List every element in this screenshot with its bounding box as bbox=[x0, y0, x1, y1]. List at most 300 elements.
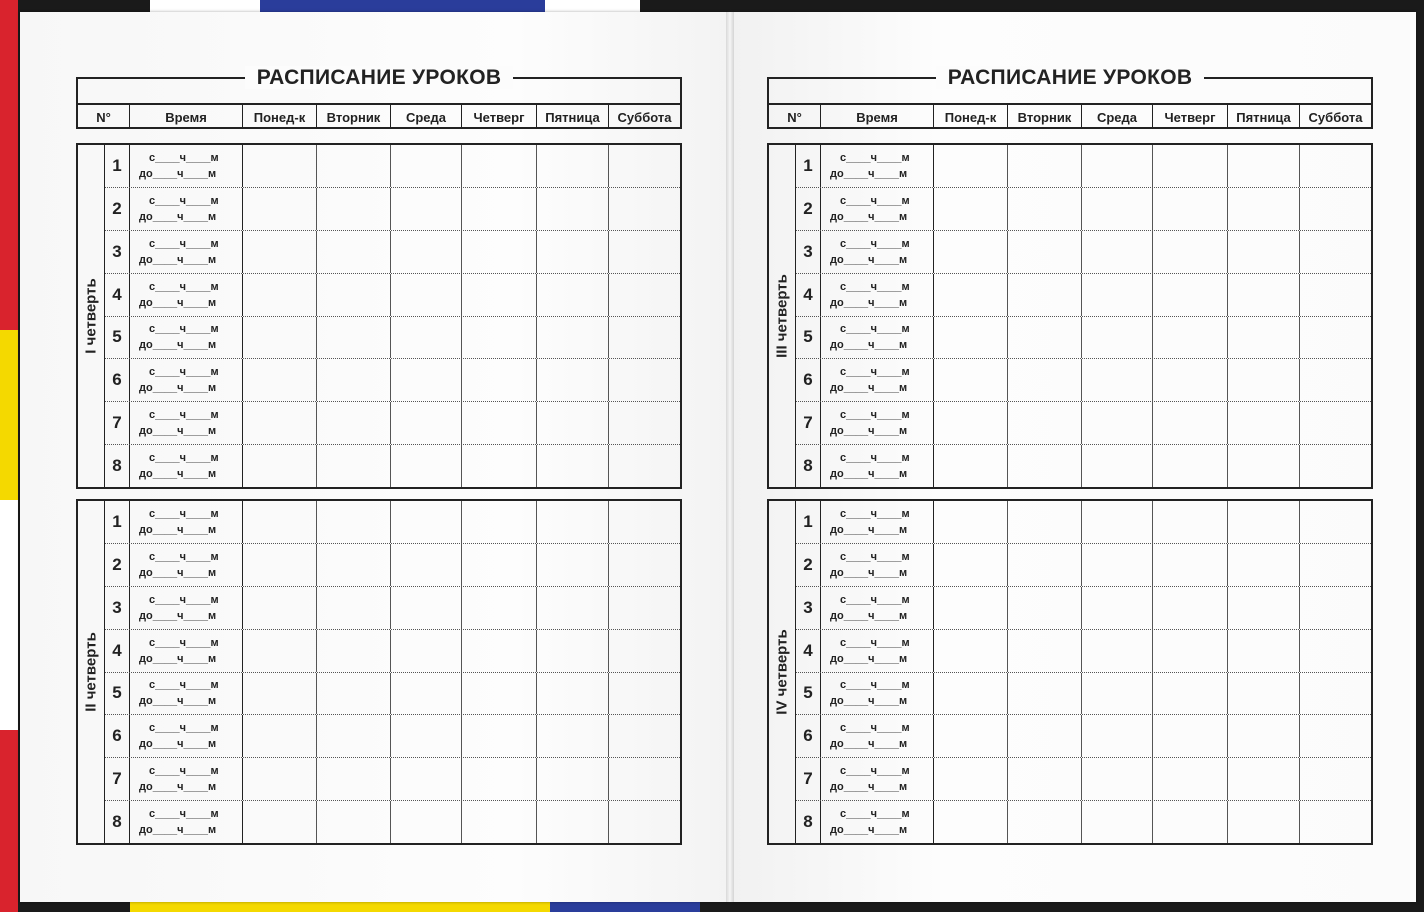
day-cell[interactable] bbox=[462, 544, 537, 586]
time-cell[interactable] bbox=[821, 445, 934, 487]
day-cell[interactable] bbox=[462, 188, 537, 230]
lesson-row bbox=[796, 544, 1371, 587]
day-cell[interactable] bbox=[537, 231, 609, 273]
day-cell[interactable] bbox=[934, 544, 1008, 586]
day-cell[interactable] bbox=[1008, 231, 1082, 273]
schedule-right bbox=[767, 65, 1373, 837]
time-from: с____ч____м bbox=[149, 593, 219, 606]
time-cell[interactable] bbox=[821, 501, 934, 543]
quarter-label-cell bbox=[769, 501, 796, 843]
time-from: с____ч____м bbox=[149, 808, 219, 821]
time-cell[interactable] bbox=[821, 274, 934, 316]
day-cell[interactable] bbox=[537, 587, 609, 629]
day-cell[interactable] bbox=[934, 801, 1008, 843]
day-cell[interactable] bbox=[462, 673, 537, 715]
day-cell[interactable] bbox=[317, 231, 391, 273]
day-cell[interactable] bbox=[462, 231, 537, 273]
day-cell[interactable] bbox=[1228, 544, 1300, 586]
cover-red-strip bbox=[0, 0, 18, 330]
day-cell[interactable] bbox=[934, 402, 1008, 444]
day-cell[interactable] bbox=[317, 758, 391, 800]
day-cell[interactable] bbox=[462, 801, 537, 843]
time-cell[interactable] bbox=[821, 359, 934, 401]
time-from: с____ч____м bbox=[840, 550, 910, 563]
time-cell[interactable] bbox=[130, 801, 243, 843]
day-cell[interactable] bbox=[1082, 801, 1153, 843]
day-cell[interactable] bbox=[1228, 673, 1300, 715]
time-to: до____ч____м bbox=[139, 824, 217, 837]
time-from: с____ч____м bbox=[149, 679, 219, 692]
day-cell[interactable] bbox=[1082, 544, 1153, 586]
day-cell[interactable] bbox=[1228, 801, 1300, 843]
day-cell[interactable] bbox=[1082, 715, 1153, 757]
day-cell[interactable] bbox=[391, 317, 462, 359]
day-cell[interactable] bbox=[462, 145, 537, 187]
day-cell[interactable] bbox=[1228, 587, 1300, 629]
time-from: с____ч____м bbox=[840, 722, 910, 735]
lesson-row bbox=[796, 801, 1371, 843]
day-cell[interactable] bbox=[934, 501, 1008, 543]
day-cell[interactable] bbox=[609, 587, 680, 629]
day-cell[interactable] bbox=[243, 544, 317, 586]
day-cell[interactable] bbox=[934, 715, 1008, 757]
day-cell[interactable] bbox=[243, 317, 317, 359]
day-cell[interactable] bbox=[1082, 231, 1153, 273]
day-cell[interactable] bbox=[1082, 758, 1153, 800]
day-cell[interactable] bbox=[243, 587, 317, 629]
day-cell[interactable] bbox=[1153, 188, 1228, 230]
day-cell[interactable] bbox=[1228, 274, 1300, 316]
day-cell[interactable] bbox=[1082, 359, 1153, 401]
lesson-row bbox=[796, 587, 1371, 630]
day-cell[interactable] bbox=[609, 402, 680, 444]
day-cell[interactable] bbox=[1008, 715, 1082, 757]
lesson-row bbox=[796, 715, 1371, 758]
day-cell[interactable] bbox=[1228, 758, 1300, 800]
day-cell[interactable] bbox=[1300, 673, 1371, 715]
day-cell[interactable] bbox=[609, 801, 680, 843]
time-to: до____ч____м bbox=[830, 253, 908, 266]
day-cell[interactable] bbox=[1300, 758, 1371, 800]
day-cell[interactable] bbox=[1153, 231, 1228, 273]
time-from: с____ч____м bbox=[149, 722, 219, 735]
day-cell[interactable] bbox=[1008, 188, 1082, 230]
day-cell[interactable] bbox=[1008, 359, 1082, 401]
day-cell[interactable] bbox=[317, 673, 391, 715]
time-to: до____ч____м bbox=[139, 468, 217, 481]
day-cell[interactable] bbox=[1300, 501, 1371, 543]
lesson-number: 8 bbox=[105, 445, 130, 487]
day-cell[interactable] bbox=[1082, 402, 1153, 444]
day-cell[interactable] bbox=[317, 317, 391, 359]
day-cell[interactable] bbox=[1153, 801, 1228, 843]
day-cell[interactable] bbox=[243, 359, 317, 401]
time-cell[interactable] bbox=[821, 587, 934, 629]
day-cell[interactable] bbox=[391, 715, 462, 757]
time-from: с____ч____м bbox=[840, 409, 910, 422]
day-cell[interactable] bbox=[934, 673, 1008, 715]
day-cell[interactable] bbox=[1300, 587, 1371, 629]
day-cell[interactable] bbox=[462, 445, 537, 487]
lesson-row bbox=[105, 801, 680, 843]
day-cell[interactable] bbox=[317, 801, 391, 843]
lesson-number: 4 bbox=[105, 274, 130, 316]
time-cell[interactable] bbox=[130, 145, 243, 187]
day-cell[interactable] bbox=[317, 188, 391, 230]
quarter-label-cell bbox=[78, 501, 105, 843]
day-cell[interactable] bbox=[1228, 501, 1300, 543]
day-cell[interactable] bbox=[609, 231, 680, 273]
day-cell[interactable] bbox=[1228, 145, 1300, 187]
day-cell[interactable] bbox=[317, 501, 391, 543]
day-cell[interactable] bbox=[391, 630, 462, 672]
day-cell[interactable] bbox=[243, 673, 317, 715]
day-cell[interactable] bbox=[1008, 801, 1082, 843]
time-from: с____ч____м bbox=[840, 593, 910, 606]
lesson-rows bbox=[796, 501, 1371, 843]
day-cell[interactable] bbox=[537, 317, 609, 359]
day-cell[interactable] bbox=[462, 402, 537, 444]
time-from: с____ч____м bbox=[149, 507, 219, 520]
day-cell[interactable] bbox=[934, 359, 1008, 401]
time-cell[interactable] bbox=[130, 359, 243, 401]
header-cell-6: Пятница bbox=[1228, 105, 1300, 129]
day-cell[interactable] bbox=[537, 501, 609, 543]
day-cell[interactable] bbox=[1153, 145, 1228, 187]
day-cell[interactable] bbox=[243, 188, 317, 230]
lesson-number: 4 bbox=[796, 630, 821, 672]
time-to: до____ч____м bbox=[830, 738, 908, 751]
day-cell[interactable] bbox=[462, 758, 537, 800]
day-cell[interactable] bbox=[462, 587, 537, 629]
day-cell[interactable] bbox=[1153, 359, 1228, 401]
day-cell[interactable] bbox=[537, 801, 609, 843]
day-cell[interactable] bbox=[1228, 231, 1300, 273]
time-from: с____ч____м bbox=[149, 366, 219, 379]
time-cell[interactable] bbox=[821, 544, 934, 586]
day-cell[interactable] bbox=[537, 402, 609, 444]
lesson-number: 3 bbox=[796, 587, 821, 629]
day-cell[interactable] bbox=[1300, 359, 1371, 401]
time-from: с____ч____м bbox=[149, 452, 219, 465]
day-cell[interactable] bbox=[1228, 715, 1300, 757]
lesson-number: 7 bbox=[796, 402, 821, 444]
day-cell[interactable] bbox=[1082, 445, 1153, 487]
time-from: с____ч____м bbox=[840, 280, 910, 293]
day-cell[interactable] bbox=[391, 188, 462, 230]
time-cell[interactable] bbox=[130, 758, 243, 800]
day-cell[interactable] bbox=[1082, 630, 1153, 672]
day-cell[interactable] bbox=[243, 758, 317, 800]
day-cell[interactable] bbox=[1082, 188, 1153, 230]
day-cell[interactable] bbox=[537, 145, 609, 187]
time-cell[interactable] bbox=[130, 501, 243, 543]
day-cell[interactable] bbox=[1300, 445, 1371, 487]
day-cell[interactable] bbox=[537, 758, 609, 800]
header-cell-6: Пятница bbox=[537, 105, 609, 129]
time-cell[interactable] bbox=[821, 231, 934, 273]
header-cell-2: Понед-к bbox=[934, 105, 1008, 129]
day-cell[interactable] bbox=[1008, 145, 1082, 187]
time-to: до____ч____м bbox=[139, 253, 217, 266]
day-cell[interactable] bbox=[1008, 673, 1082, 715]
day-cell[interactable] bbox=[934, 445, 1008, 487]
lesson-number: 2 bbox=[796, 544, 821, 586]
day-cell[interactable] bbox=[1300, 317, 1371, 359]
day-cell[interactable] bbox=[1300, 402, 1371, 444]
cover-yellow-strip bbox=[0, 330, 18, 390]
day-cell[interactable] bbox=[1082, 145, 1153, 187]
day-cell[interactable] bbox=[317, 359, 391, 401]
day-cell[interactable] bbox=[934, 587, 1008, 629]
day-cell[interactable] bbox=[1300, 715, 1371, 757]
header-cell-1: Время bbox=[130, 105, 243, 129]
day-cell[interactable] bbox=[1153, 317, 1228, 359]
day-cell[interactable] bbox=[243, 801, 317, 843]
day-cell[interactable] bbox=[537, 188, 609, 230]
day-cell[interactable] bbox=[1008, 758, 1082, 800]
day-cell[interactable] bbox=[1008, 544, 1082, 586]
day-cell[interactable] bbox=[1008, 630, 1082, 672]
day-cell[interactable] bbox=[1300, 145, 1371, 187]
time-cell[interactable] bbox=[130, 544, 243, 586]
lesson-number: 5 bbox=[105, 317, 130, 359]
day-cell[interactable] bbox=[391, 359, 462, 401]
day-cell[interactable] bbox=[1153, 630, 1228, 672]
day-cell[interactable] bbox=[243, 274, 317, 316]
day-cell[interactable] bbox=[1300, 274, 1371, 316]
day-cell[interactable] bbox=[243, 501, 317, 543]
time-to: до____ч____м bbox=[830, 609, 908, 622]
day-cell[interactable] bbox=[934, 231, 1008, 273]
time-cell[interactable] bbox=[130, 630, 243, 672]
day-cell[interactable] bbox=[391, 801, 462, 843]
day-cell[interactable] bbox=[1153, 758, 1228, 800]
time-to: до____ч____м bbox=[830, 339, 908, 352]
day-cell[interactable] bbox=[1008, 501, 1082, 543]
header-cell-0: N° bbox=[769, 105, 821, 129]
lesson-number: 1 bbox=[796, 501, 821, 543]
cover-yellow-strip-2 bbox=[0, 390, 18, 500]
day-cell[interactable] bbox=[1228, 188, 1300, 230]
lesson-number: 7 bbox=[796, 758, 821, 800]
day-cell[interactable] bbox=[609, 445, 680, 487]
time-cell[interactable] bbox=[821, 317, 934, 359]
time-from: с____ч____м bbox=[840, 507, 910, 520]
lesson-row bbox=[796, 758, 1371, 801]
lesson-number: 3 bbox=[105, 231, 130, 273]
day-cell[interactable] bbox=[1153, 402, 1228, 444]
day-cell[interactable] bbox=[609, 188, 680, 230]
time-cell[interactable] bbox=[821, 145, 934, 187]
day-cell[interactable] bbox=[934, 758, 1008, 800]
day-cell[interactable] bbox=[1082, 317, 1153, 359]
time-to: до____ч____м bbox=[139, 339, 217, 352]
day-cell[interactable] bbox=[391, 231, 462, 273]
time-to: до____ч____м bbox=[830, 210, 908, 223]
time-cell[interactable] bbox=[821, 758, 934, 800]
day-cell[interactable] bbox=[317, 715, 391, 757]
day-cell[interactable] bbox=[609, 673, 680, 715]
day-cell[interactable] bbox=[1153, 501, 1228, 543]
day-cell[interactable] bbox=[243, 715, 317, 757]
time-cell[interactable] bbox=[821, 801, 934, 843]
day-cell[interactable] bbox=[391, 758, 462, 800]
day-cell[interactable] bbox=[934, 630, 1008, 672]
day-cell[interactable] bbox=[1153, 587, 1228, 629]
time-cell[interactable] bbox=[130, 673, 243, 715]
day-cell[interactable] bbox=[1153, 274, 1228, 316]
day-cell[interactable] bbox=[537, 630, 609, 672]
time-from: с____ч____м bbox=[840, 452, 910, 465]
time-cell[interactable] bbox=[130, 274, 243, 316]
header-cell-3: Вторник bbox=[317, 105, 391, 129]
day-cell[interactable] bbox=[1153, 673, 1228, 715]
day-cell[interactable] bbox=[391, 145, 462, 187]
day-cell[interactable] bbox=[609, 544, 680, 586]
day-cell[interactable] bbox=[391, 402, 462, 444]
day-cell[interactable] bbox=[243, 231, 317, 273]
day-cell[interactable] bbox=[391, 445, 462, 487]
lesson-row bbox=[796, 274, 1371, 317]
day-cell[interactable] bbox=[1300, 188, 1371, 230]
time-from: с____ч____м bbox=[840, 636, 910, 649]
time-cell[interactable] bbox=[130, 402, 243, 444]
day-cell[interactable] bbox=[609, 317, 680, 359]
day-cell[interactable] bbox=[934, 188, 1008, 230]
day-cell[interactable] bbox=[934, 145, 1008, 187]
lesson-number: 4 bbox=[796, 274, 821, 316]
time-cell[interactable] bbox=[130, 317, 243, 359]
day-cell[interactable] bbox=[1008, 445, 1082, 487]
day-cell[interactable] bbox=[1228, 359, 1300, 401]
day-cell[interactable] bbox=[609, 145, 680, 187]
schedule-left bbox=[76, 65, 682, 837]
day-cell[interactable] bbox=[934, 274, 1008, 316]
header-table bbox=[76, 78, 682, 129]
header-cell-1: Время bbox=[821, 105, 934, 129]
day-cell[interactable] bbox=[317, 445, 391, 487]
day-cell[interactable] bbox=[537, 544, 609, 586]
lesson-row bbox=[796, 231, 1371, 274]
lesson-rows bbox=[105, 145, 680, 487]
day-cell[interactable] bbox=[391, 673, 462, 715]
day-cell[interactable] bbox=[1008, 274, 1082, 316]
day-cell[interactable] bbox=[609, 359, 680, 401]
time-from: с____ч____м bbox=[149, 237, 219, 250]
day-cell[interactable] bbox=[537, 445, 609, 487]
day-cell[interactable] bbox=[1153, 544, 1228, 586]
day-cell[interactable] bbox=[391, 501, 462, 543]
day-cell[interactable] bbox=[243, 145, 317, 187]
lesson-number: 3 bbox=[796, 231, 821, 273]
day-cell[interactable] bbox=[317, 544, 391, 586]
day-cell[interactable] bbox=[1008, 402, 1082, 444]
day-cell[interactable] bbox=[462, 501, 537, 543]
day-cell[interactable] bbox=[934, 317, 1008, 359]
day-cell[interactable] bbox=[537, 359, 609, 401]
time-cell[interactable] bbox=[130, 715, 243, 757]
day-cell[interactable] bbox=[609, 274, 680, 316]
day-cell[interactable] bbox=[537, 673, 609, 715]
time-to: до____ч____м bbox=[139, 609, 217, 622]
day-cell[interactable] bbox=[1228, 402, 1300, 444]
time-cell[interactable] bbox=[821, 673, 934, 715]
day-cell[interactable] bbox=[1228, 317, 1300, 359]
time-to: до____ч____м bbox=[830, 824, 908, 837]
time-cell[interactable] bbox=[130, 231, 243, 273]
day-cell[interactable] bbox=[609, 715, 680, 757]
day-cell[interactable] bbox=[317, 274, 391, 316]
day-cell[interactable] bbox=[1008, 317, 1082, 359]
day-cell[interactable] bbox=[462, 630, 537, 672]
day-cell[interactable] bbox=[1082, 587, 1153, 629]
time-cell[interactable] bbox=[821, 630, 934, 672]
day-cell[interactable] bbox=[462, 715, 537, 757]
day-cell[interactable] bbox=[1300, 544, 1371, 586]
day-cell[interactable] bbox=[391, 587, 462, 629]
day-cell[interactable] bbox=[317, 587, 391, 629]
day-cell[interactable] bbox=[462, 359, 537, 401]
day-cell[interactable] bbox=[317, 630, 391, 672]
lesson-row bbox=[105, 145, 680, 188]
day-cell[interactable] bbox=[317, 145, 391, 187]
lesson-number: 1 bbox=[105, 145, 130, 187]
day-cell[interactable] bbox=[317, 402, 391, 444]
day-cell[interactable] bbox=[609, 501, 680, 543]
day-cell[interactable] bbox=[1082, 673, 1153, 715]
day-cell[interactable] bbox=[1082, 501, 1153, 543]
time-to: до____ч____м bbox=[139, 523, 217, 536]
day-cell[interactable] bbox=[462, 317, 537, 359]
day-cell[interactable] bbox=[391, 544, 462, 586]
day-cell[interactable] bbox=[1153, 715, 1228, 757]
day-cell[interactable] bbox=[537, 715, 609, 757]
time-cell[interactable] bbox=[821, 402, 934, 444]
day-cell[interactable] bbox=[243, 630, 317, 672]
lesson-row bbox=[796, 402, 1371, 445]
day-cell[interactable] bbox=[1153, 445, 1228, 487]
day-cell[interactable] bbox=[537, 274, 609, 316]
day-cell[interactable] bbox=[391, 274, 462, 316]
lesson-row bbox=[105, 317, 680, 360]
day-cell[interactable] bbox=[1300, 801, 1371, 843]
time-cell[interactable] bbox=[130, 445, 243, 487]
day-cell[interactable] bbox=[1008, 587, 1082, 629]
time-cell[interactable] bbox=[130, 587, 243, 629]
day-cell[interactable] bbox=[462, 274, 537, 316]
header-cell-4: Среда bbox=[391, 105, 462, 129]
lesson-row bbox=[796, 317, 1371, 360]
time-from: с____ч____м bbox=[840, 194, 910, 207]
day-cell[interactable] bbox=[243, 402, 317, 444]
lesson-number: 6 bbox=[796, 715, 821, 757]
time-cell[interactable] bbox=[821, 188, 934, 230]
time-cell[interactable] bbox=[821, 715, 934, 757]
lesson-row bbox=[105, 359, 680, 402]
day-cell[interactable] bbox=[1228, 445, 1300, 487]
day-cell[interactable] bbox=[1300, 630, 1371, 672]
day-cell[interactable] bbox=[609, 630, 680, 672]
day-cell[interactable] bbox=[1228, 630, 1300, 672]
day-cell[interactable] bbox=[609, 758, 680, 800]
quarter-block bbox=[76, 143, 682, 489]
day-cell[interactable] bbox=[1300, 231, 1371, 273]
time-from: с____ч____м bbox=[840, 151, 910, 164]
time-cell[interactable] bbox=[130, 188, 243, 230]
day-cell[interactable] bbox=[1082, 274, 1153, 316]
day-cell[interactable] bbox=[243, 445, 317, 487]
